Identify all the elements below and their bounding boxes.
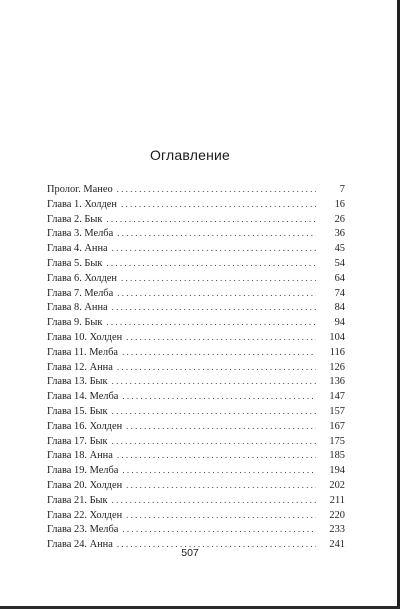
toc-entry-page: 54 <box>334 257 345 269</box>
toc-dot-leader <box>106 212 316 227</box>
toc-entry-page: 175 <box>329 435 345 447</box>
toc-entry <box>47 478 345 493</box>
toc-entry <box>47 419 345 434</box>
toc-entry-page: 126 <box>329 361 345 373</box>
toc-entry-label: Глава 7. Мелба <box>47 287 117 302</box>
toc-entry <box>47 197 345 212</box>
toc-entry <box>47 374 345 389</box>
toc-entry-page: 211 <box>329 494 345 506</box>
toc-entry-label: Глава 9. Бык <box>47 316 106 331</box>
toc-dot-leader <box>106 256 316 271</box>
toc-entry-label: Глава 8. Анна <box>47 301 112 316</box>
toc-entry <box>47 286 345 301</box>
toc-list <box>47 182 345 552</box>
toc-entry-label: Глава 5. Бык <box>47 257 106 272</box>
toc-entry <box>47 522 345 537</box>
toc-entry-page: 36 <box>334 228 345 240</box>
toc-entry-label: Глава 4. Анна <box>47 242 112 257</box>
toc-entry-page: 136 <box>329 376 345 388</box>
toc-entry-label: Глава 3. Мелба <box>47 227 117 242</box>
toc-entry-label: Глава 13. Бык <box>47 375 112 390</box>
toc-entry <box>47 434 345 449</box>
toc-entry-page: 185 <box>329 450 345 462</box>
toc-entry-label: Глава 15. Бык <box>47 405 112 420</box>
toc-entry-label: Глава 1. Холден <box>47 198 121 213</box>
toc-entry-label: Глава 2. Бык <box>47 213 106 228</box>
toc-dot-leader <box>112 404 316 419</box>
toc-entry-label: Глава 24. Анна <box>47 538 117 553</box>
toc-dot-leader <box>122 463 316 478</box>
toc-entry-label: Глава 18. Анна <box>47 449 117 464</box>
toc-dot-leader <box>121 197 316 212</box>
toc-entry <box>47 330 345 345</box>
toc-dot-leader <box>117 286 316 301</box>
toc-entry-page: 147 <box>329 391 345 403</box>
toc-dot-leader <box>126 330 316 345</box>
toc-entry <box>47 493 345 508</box>
toc-entry-label: Глава 19. Мелба <box>47 464 122 479</box>
toc-entry-page: 167 <box>329 420 345 432</box>
toc-entry <box>47 226 345 241</box>
toc-dot-leader <box>117 182 316 197</box>
toc-entry <box>47 241 345 256</box>
toc-entry-label: Глава 20. Холден <box>47 479 126 494</box>
toc-title: Оглавление <box>149 147 231 163</box>
page-number: 507 <box>181 547 199 559</box>
toc-entry-page: 104 <box>329 331 345 343</box>
toc-dot-leader <box>117 448 316 463</box>
toc-entry-label: Глава 16. Холден <box>47 420 126 435</box>
toc-entry <box>47 212 345 227</box>
toc-entry-label: Глава 17. Бык <box>47 435 112 450</box>
toc-dot-leader <box>112 374 316 389</box>
toc-entry <box>47 404 345 419</box>
toc-entry-page: 7 <box>339 184 345 195</box>
toc-entry-page: 220 <box>329 509 345 521</box>
toc-entry-page: 16 <box>334 198 345 210</box>
toc-dot-leader <box>106 315 316 330</box>
toc-entry-page: 26 <box>334 213 345 225</box>
toc-entry <box>47 345 345 360</box>
toc-entry-page: 74 <box>334 287 345 299</box>
toc-dot-leader <box>122 345 316 360</box>
toc-dot-leader <box>126 419 316 434</box>
toc-entry-page: 202 <box>329 479 345 491</box>
toc-entry <box>47 448 345 463</box>
toc-entry <box>47 182 345 197</box>
toc-dot-leader <box>112 300 316 315</box>
toc-entry <box>47 508 345 523</box>
toc-entry-page: 116 <box>329 346 345 358</box>
toc-entry-label: Глава 14. Мелба <box>47 390 122 405</box>
toc-entry-label: Пролог. Манео <box>47 183 117 198</box>
toc-dot-leader <box>121 271 316 286</box>
toc-entry-page: 84 <box>334 302 345 314</box>
toc-entry <box>47 315 345 330</box>
toc-entry <box>47 300 345 315</box>
toc-dot-leader <box>126 478 316 493</box>
toc-entry-page: 157 <box>329 405 345 417</box>
toc-entry-label: Глава 6. Холден <box>47 272 121 287</box>
toc-dot-leader <box>112 241 316 256</box>
toc-entry <box>47 389 345 404</box>
toc-entry-page: 241 <box>329 539 345 551</box>
toc-dot-leader <box>126 508 316 523</box>
toc-dot-leader <box>117 360 316 375</box>
toc-entry-label: Глава 23. Мелба <box>47 523 122 538</box>
toc-entry-page: 94 <box>334 317 345 329</box>
toc-entry-label: Глава 10. Холден <box>47 331 126 346</box>
toc-entry-label: Глава 11. Мелба <box>47 346 122 361</box>
toc-entry <box>47 256 345 271</box>
toc-dot-leader <box>112 434 316 449</box>
toc-entry-page: 194 <box>329 465 345 477</box>
toc-entry-label: Глава 21. Бык <box>47 494 112 509</box>
toc-dot-leader <box>122 389 316 404</box>
toc-dot-leader <box>112 493 316 508</box>
toc-entry <box>47 463 345 478</box>
toc-entry-page: 64 <box>334 272 345 284</box>
toc-entry <box>47 271 345 286</box>
toc-entry-label: Глава 12. Анна <box>47 361 117 376</box>
toc-dot-leader <box>122 522 316 537</box>
toc-entry <box>47 360 345 375</box>
toc-entry-page: 233 <box>329 524 345 536</box>
toc-dot-leader <box>117 226 316 241</box>
toc-entry-page: 45 <box>334 243 345 255</box>
toc-entry-label: Глава 22. Холден <box>47 509 126 524</box>
